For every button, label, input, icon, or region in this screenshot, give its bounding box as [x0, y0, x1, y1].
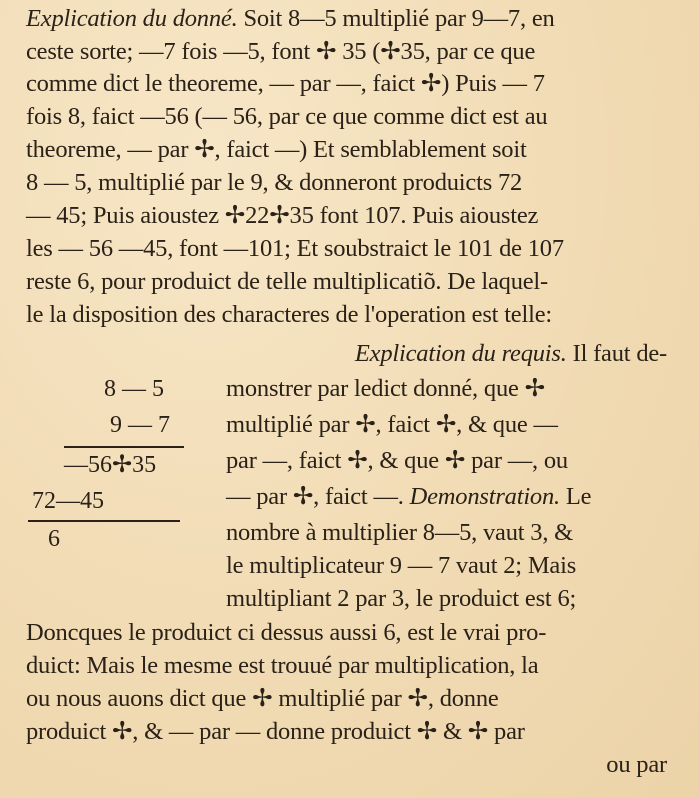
text-line-3: comme dict le theoreme, — par —, faict ✢) Puis — 7: [26, 70, 545, 97]
heading-explication-du-requis: Explication du requis.: [354, 340, 567, 367]
text-line-2: ceste sorte; —7 fois —5, font ✢ 35 (✢35, par ce que: [26, 38, 536, 65]
multiplication-diagram: [24, 366, 214, 566]
text-line-1-rest: Soit 8—5 multiplié par 9—7, en: [243, 5, 555, 32]
text-line-22: produict ✢, & — par — donne produict ✢ & ✢ par: [26, 718, 525, 745]
diagram-rule-2: [28, 520, 180, 522]
heading-demonstration: Demonstration.: [409, 483, 560, 510]
diagram-row-multiplier: 9 — 7: [110, 412, 170, 438]
text-line-13: multiplié par ✢, faict ✢, & que —: [226, 411, 558, 438]
text-line-18: multipliant 2 par 3, le produict est 6;: [226, 585, 577, 612]
text-line-12: monstrer par ledict donné, que ✢: [226, 375, 545, 402]
text-line-20: duict: Mais le mesme est trouué par multiplication, la: [26, 652, 539, 679]
text-line-15-start: — par ✢, faict —.: [226, 483, 404, 510]
text-line-11-rest: Il faut de-: [572, 340, 667, 367]
text-line-23: ou par: [606, 751, 667, 778]
text-line-14: par —, faict ✢, & que ✢ par —, ou: [226, 447, 568, 474]
text-line-4: fois 8, faict —56 (— 56, par ce que comme dict est au: [26, 103, 548, 130]
diagram-row-product: 6: [48, 526, 60, 552]
text-line-15-end: Le: [565, 483, 592, 510]
text-line-8: les — 56 —45, font —101; Et soubstraict le 101 de 107: [26, 235, 564, 262]
text-line-16: nombre à multiplier 8—5, vaut 3, &: [226, 519, 574, 546]
heading-explication-du-donne: Explication du donné.: [26, 5, 238, 32]
text-line-15: [226, 480, 666, 513]
diagram-rule-1: [64, 446, 184, 448]
text-line-6: 8 — 5, multiplié par le 9, & donneront produicts 72: [26, 169, 523, 196]
text-line-19: Doncques le produict ci dessus aussi 6, est le vrai pro-: [26, 619, 547, 646]
text-line-10: le la disposition des characteres de l'operation est telle:: [26, 301, 552, 328]
diagram-row-multiplicand: 8 — 5: [104, 376, 164, 402]
text-line-21: ou nous auons dict que ✢ multiplié par ✢, donne: [26, 685, 499, 712]
text-line-7: — 45; Puis aioustez ✢22✢35 font 107. Puis aioustez: [26, 202, 539, 229]
diagram-row-partial-products: —56✢35: [64, 452, 157, 478]
text-line-5: theoreme, — par ✢, faict —) Et semblablement soit: [26, 136, 527, 163]
text-line-17: le multiplicateur 9 — 7 vaut 2; Mais: [226, 552, 577, 579]
text-line-1: [26, 2, 666, 35]
text-line-9: reste 6, pour produict de telle multiplicatiõ. De laquel-: [26, 268, 548, 295]
diagram-row-second-partials: 72—45: [32, 488, 104, 514]
